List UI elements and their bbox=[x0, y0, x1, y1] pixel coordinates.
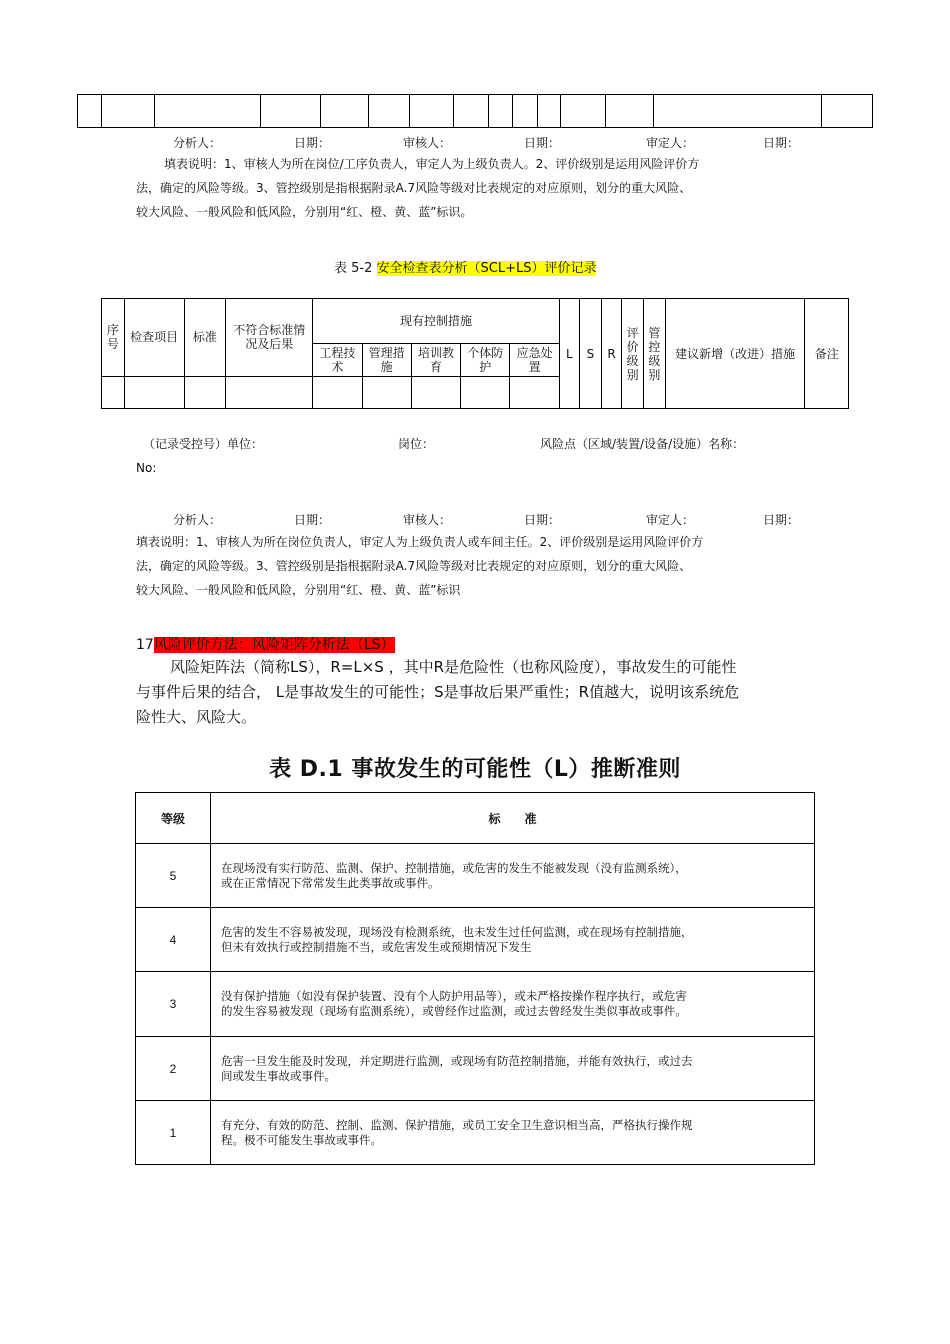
caption-highlight: 安全检查表分析（SCL+LS）评价记录 bbox=[376, 261, 597, 276]
paragraph-line: 风险矩阵法（简称LS），R=L×S ，其中R是危险性（也称风险度），事故发生的可能性 bbox=[170, 658, 737, 676]
caption-prefix: 表 5-2 bbox=[334, 261, 377, 276]
table-cell bbox=[124, 376, 184, 408]
table-row bbox=[136, 844, 815, 908]
likelihood-criteria-table bbox=[135, 792, 815, 1165]
table-cell bbox=[510, 376, 559, 408]
top-empty-table-row bbox=[77, 94, 873, 128]
header-nonconformity: 不符合标准情况及后果 bbox=[226, 299, 313, 377]
table-row bbox=[78, 95, 873, 128]
date-label: 日期： bbox=[763, 136, 800, 150]
table-row bbox=[136, 908, 815, 972]
header-L: L bbox=[559, 299, 579, 409]
criteria-cell: 危害的发生不容易被发现，现场没有检测系统，也未发生过任何监测，或在现场有控制措施， 但未有效执行或控制措施不当，或危害发生或预期情况下发生 bbox=[211, 908, 815, 972]
date-label: 日期： bbox=[524, 513, 561, 527]
post-label: 岗位： bbox=[398, 437, 435, 451]
approver-label: 审定人： bbox=[646, 513, 695, 527]
level-cell: 5 bbox=[136, 844, 211, 908]
header-check-item: 检查项目 bbox=[124, 299, 184, 377]
paragraph-line: 险性大、风险大。 bbox=[136, 708, 257, 726]
level-cell: 2 bbox=[136, 1037, 211, 1101]
header-training: 培训教育 bbox=[411, 344, 460, 376]
section-title: 风险评价方法：风险矩阵分析法（LS） bbox=[153, 637, 395, 653]
section-number: 17 bbox=[136, 637, 154, 653]
table-cell bbox=[226, 376, 313, 408]
paragraph-line: 与事件后果的结合， L是事故发生的可能性；S是事故后果严重性；R值越大，说明该系统危 bbox=[136, 683, 740, 701]
record-unit-label: （记录受控号）单位： bbox=[143, 437, 264, 451]
header-ppe: 个体防护 bbox=[461, 344, 510, 376]
fill-instructions-1 bbox=[136, 152, 826, 224]
note-line: 填表说明：1、审核人为所在岗位负责人，审定人为上级负责人或车间主任。2、评价级别是运用风险评价方 bbox=[136, 535, 704, 549]
table-cell bbox=[513, 95, 538, 128]
record-no-label: No: bbox=[136, 461, 157, 475]
date-label: 日期： bbox=[294, 136, 331, 150]
table-row bbox=[136, 972, 815, 1037]
table-header-row bbox=[136, 793, 815, 844]
level-cell: 1 bbox=[136, 1101, 211, 1165]
table-cell bbox=[410, 95, 454, 128]
header-R: R bbox=[601, 299, 621, 409]
table-cell bbox=[362, 376, 411, 408]
section-paragraph bbox=[136, 655, 826, 730]
table-cell bbox=[489, 95, 513, 128]
table-d1-title: 表 D.1 事故发生的可能性（L）推断准则 bbox=[269, 757, 681, 782]
table-cell bbox=[368, 95, 410, 128]
header-seq: 序号 bbox=[102, 299, 125, 377]
table-cell bbox=[155, 95, 261, 128]
note-line: 填表说明：1、审核人为所在岗位/工序负责人，审定人为上级负责人。2、评价级别是运用风险评价方 bbox=[164, 157, 700, 171]
analyst-label: 分析人： bbox=[173, 513, 222, 527]
reviewer-label: 审核人： bbox=[403, 136, 452, 150]
section-heading bbox=[136, 634, 395, 654]
header-criteria: 标 准 bbox=[211, 793, 815, 844]
table-cell bbox=[606, 95, 654, 128]
header-emergency: 应急处置 bbox=[510, 344, 559, 376]
table-cell bbox=[184, 376, 226, 408]
header-eval-level: 评价级别 bbox=[622, 299, 644, 409]
table-cell bbox=[411, 376, 460, 408]
header-remark: 备注 bbox=[805, 299, 849, 409]
table-cell bbox=[78, 95, 102, 128]
scl-ls-evaluation-table bbox=[101, 298, 849, 409]
analyst-label: 分析人： bbox=[173, 136, 222, 150]
table-cell bbox=[102, 376, 125, 408]
table-cell bbox=[313, 376, 362, 408]
criteria-cell: 在现场没有实行防范、监测、保护、控制措施，或危害的发生不能被发现（没有监测系统）， 或在正常情况下常常发生此类事故或事件。 bbox=[211, 844, 815, 908]
date-label: 日期： bbox=[294, 513, 331, 527]
table-cell bbox=[320, 95, 368, 128]
table-cell bbox=[101, 95, 154, 128]
criteria-cell: 有充分、有效的防范、控制、监测、保护措施，或员工安全卫生意识相当高，严格执行操作规 程。极不可能发生事故或事件。 bbox=[211, 1101, 815, 1165]
header-management: 管理措施 bbox=[362, 344, 411, 376]
header-level: 等级 bbox=[136, 793, 211, 844]
header-suggested-measures: 建议新增（改进）措施 bbox=[665, 299, 805, 409]
criteria-cell: 没有保护措施（如没有保护装置、没有个人防护用品等），或未严格按操作程序执行，或危害 的发生容易被发现（现场有监测系统），或曾经作过监测，或过去曾经发生类似事故或事件。 bbox=[211, 972, 815, 1037]
level-cell: 3 bbox=[136, 972, 211, 1037]
table-header-row bbox=[102, 299, 849, 344]
criteria-cell: 危害一旦发生能及时发现，并定期进行监测，或现场有防范控制措施，并能有效执行，或过去 间或发生事故或事件。 bbox=[211, 1037, 815, 1101]
table-cell bbox=[561, 95, 606, 128]
note-line: 法，确定的风险等级。3、管控级别是指根据附录A.7风险等级对比表规定的对应原则，划分的重大风险、 bbox=[136, 559, 692, 573]
date-label: 日期： bbox=[763, 513, 800, 527]
note-line: 较大风险、一般风险和低风险，分别用“红、橙、黄、蓝”标识。 bbox=[136, 205, 473, 219]
date-label: 日期： bbox=[524, 136, 561, 150]
table-cell bbox=[261, 95, 320, 128]
risk-point-label: 风险点（区域/装置/设备/设施）名称： bbox=[540, 437, 745, 451]
approver-label: 审定人： bbox=[646, 136, 695, 150]
header-existing-controls: 现有控制措施 bbox=[313, 299, 560, 344]
reviewer-label: 审核人： bbox=[403, 513, 452, 527]
table-caption bbox=[334, 257, 596, 276]
header-standard: 标准 bbox=[184, 299, 226, 377]
table-cell bbox=[454, 95, 489, 128]
header-control-level: 管控级别 bbox=[644, 299, 666, 409]
table-cell bbox=[821, 95, 872, 128]
table-row bbox=[136, 1037, 815, 1101]
table-cell bbox=[538, 95, 561, 128]
level-cell: 4 bbox=[136, 908, 211, 972]
header-S: S bbox=[579, 299, 601, 409]
note-line: 法，确定的风险等级。3、管控级别是指根据附录A.7风险等级对比表规定的对应原则，划分的重大风险、 bbox=[136, 181, 692, 195]
table-row bbox=[136, 1101, 815, 1165]
table-cell bbox=[654, 95, 822, 128]
note-line: 较大风险、一般风险和低风险，分别用“红、橙、黄、蓝”标识 bbox=[136, 583, 461, 597]
table-cell bbox=[461, 376, 510, 408]
fill-instructions-2 bbox=[136, 530, 826, 602]
header-engineering: 工程技术 bbox=[313, 344, 362, 376]
